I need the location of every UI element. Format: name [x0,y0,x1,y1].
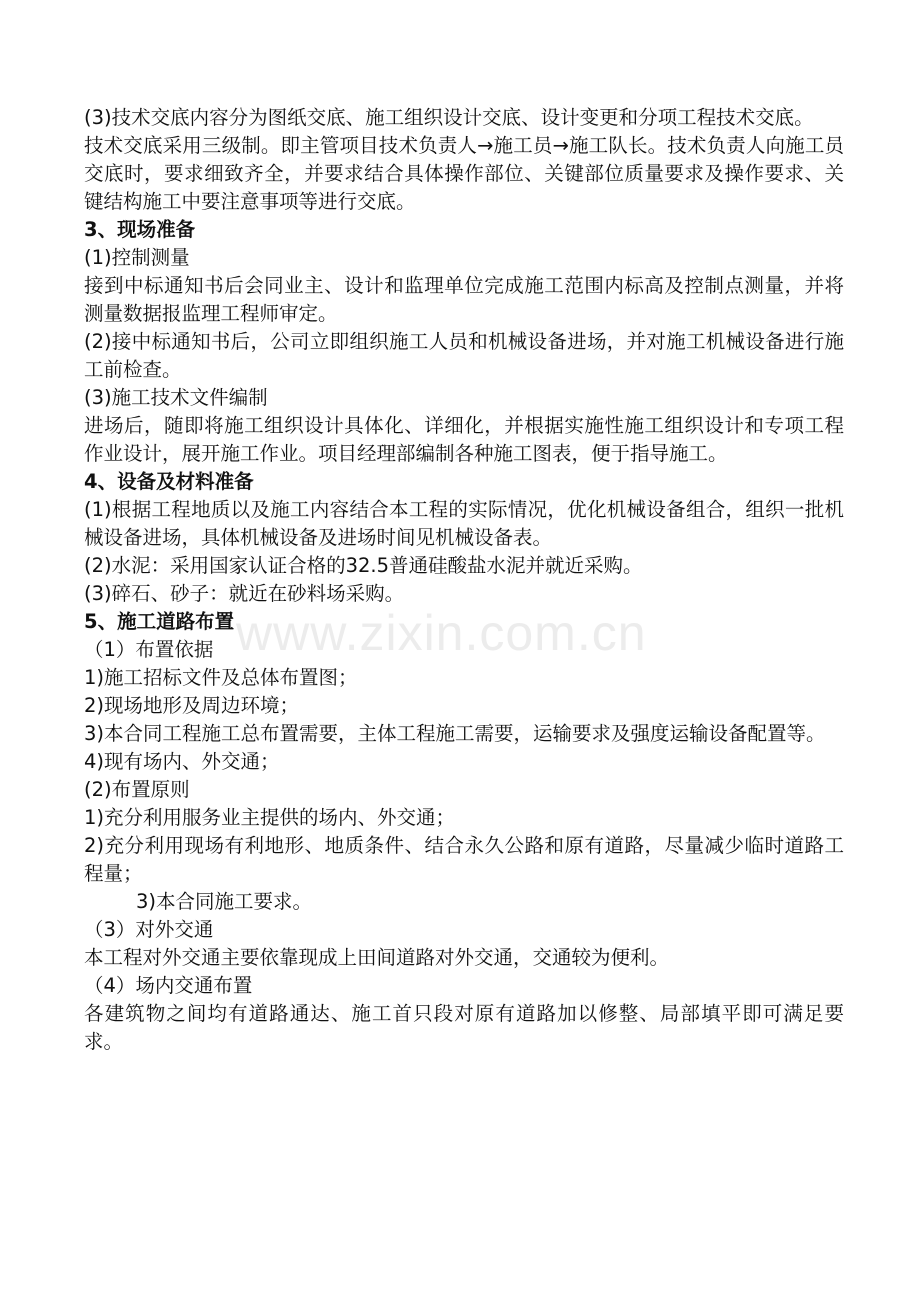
list-item-basis-1: 1)施工招标文件及总体布置图； [84,666,358,689]
list-item-principle-2: 2)充分利用现场有利地形、地质条件、结合永久公路和原有道路，尽量减少临时道路工程量； [84,834,844,885]
paragraph-tech-disclosure-content: (3)技术交底内容分为图纸交底、施工组织设计交底、设计变更和分项工程技术交底。 [84,106,814,129]
list-item-basis-4: 4)现有场内、外交通； [84,750,280,773]
subheading-layout-principles: (2)布置原则 [84,778,190,801]
section-heading-equipment-materials: 4、设备及材料准备 [84,470,254,493]
list-item-basis-2: 2)现场地形及周边环境； [84,694,300,717]
paragraph-external-traffic: 本工程对外交通主要依靠现成上田间道路对外交通，交通较为便利。 [84,946,670,969]
paragraph-gravel-sand: (3)碎石、砂子：就近在砂料场采购。 [84,582,405,605]
subheading-layout-basis: （1）布置依据 [84,638,214,661]
paragraph-cement: (2)水泥：采用国家认证合格的32.5普通硅酸盐水泥并就近采购。 [84,554,643,577]
subheading-internal-traffic: （4）场内交通布置 [84,974,253,997]
document-body [84,104,844,1056]
watermark: www.zixin.com.cn [236,605,647,661]
section-heading-site-preparation: 3、现场准备 [84,218,196,241]
list-item-principle-3: 3)本合同施工要求。 [136,890,313,913]
list-item-principle-1: 1)充分利用服务业主提供的场内、外交通； [84,806,456,829]
list-item-basis-3: 3)本合同工程施工总布置需要，主体工程施工需要，运输要求及强度运输设备配置等。 [84,722,826,745]
paragraph-control-survey: 接到中标通知书后会同业主、设计和监理单位完成施工范围内标高及控制点测量，并将测量数据报监理工程师审定。 [84,274,844,325]
paragraph-internal-traffic: 各建筑物之间均有道路通达、施工首只段对原有道路加以修整、局部填平即可满足要求。 [84,1002,844,1053]
subheading-control-survey: (1)控制测量 [84,246,190,269]
paragraph-personnel-equipment-entry: (2)接中标通知书后，公司立即组织施工人员和机械设备进场，并对施工机械设备进行施工前检查。 [84,330,844,381]
subheading-external-traffic: （3）对外交通 [84,918,214,941]
paragraph-tech-documents: 进场后，随即将施工组织设计具体化、详细化，并根据实施性施工组织设计和专项工程作业设计，展开施工作业。项目经理部编制各种施工图表，便于指导施工。 [84,414,844,465]
section-heading-road-layout: 5、施工道路布置 [84,610,235,633]
paragraph-three-level-system: 技术交底采用三级制。即主管项目技术负责人→施工员→施工队长。技术负责人向施工员交底时，要求细致齐全，并要求结合具体操作部位、关键部位质量要求及操作要求、关键结构施工中要注意事项等进行交底。 [84,134,844,213]
paragraph-equipment-combination: (1)根据工程地质以及施工内容结合本工程的实际情况，优化机械设备组合，组织一批机械设备进场，具体机械设备及进场时间见机械设备表。 [84,498,844,549]
subheading-tech-documents: (3)施工技术文件编制 [84,386,268,409]
